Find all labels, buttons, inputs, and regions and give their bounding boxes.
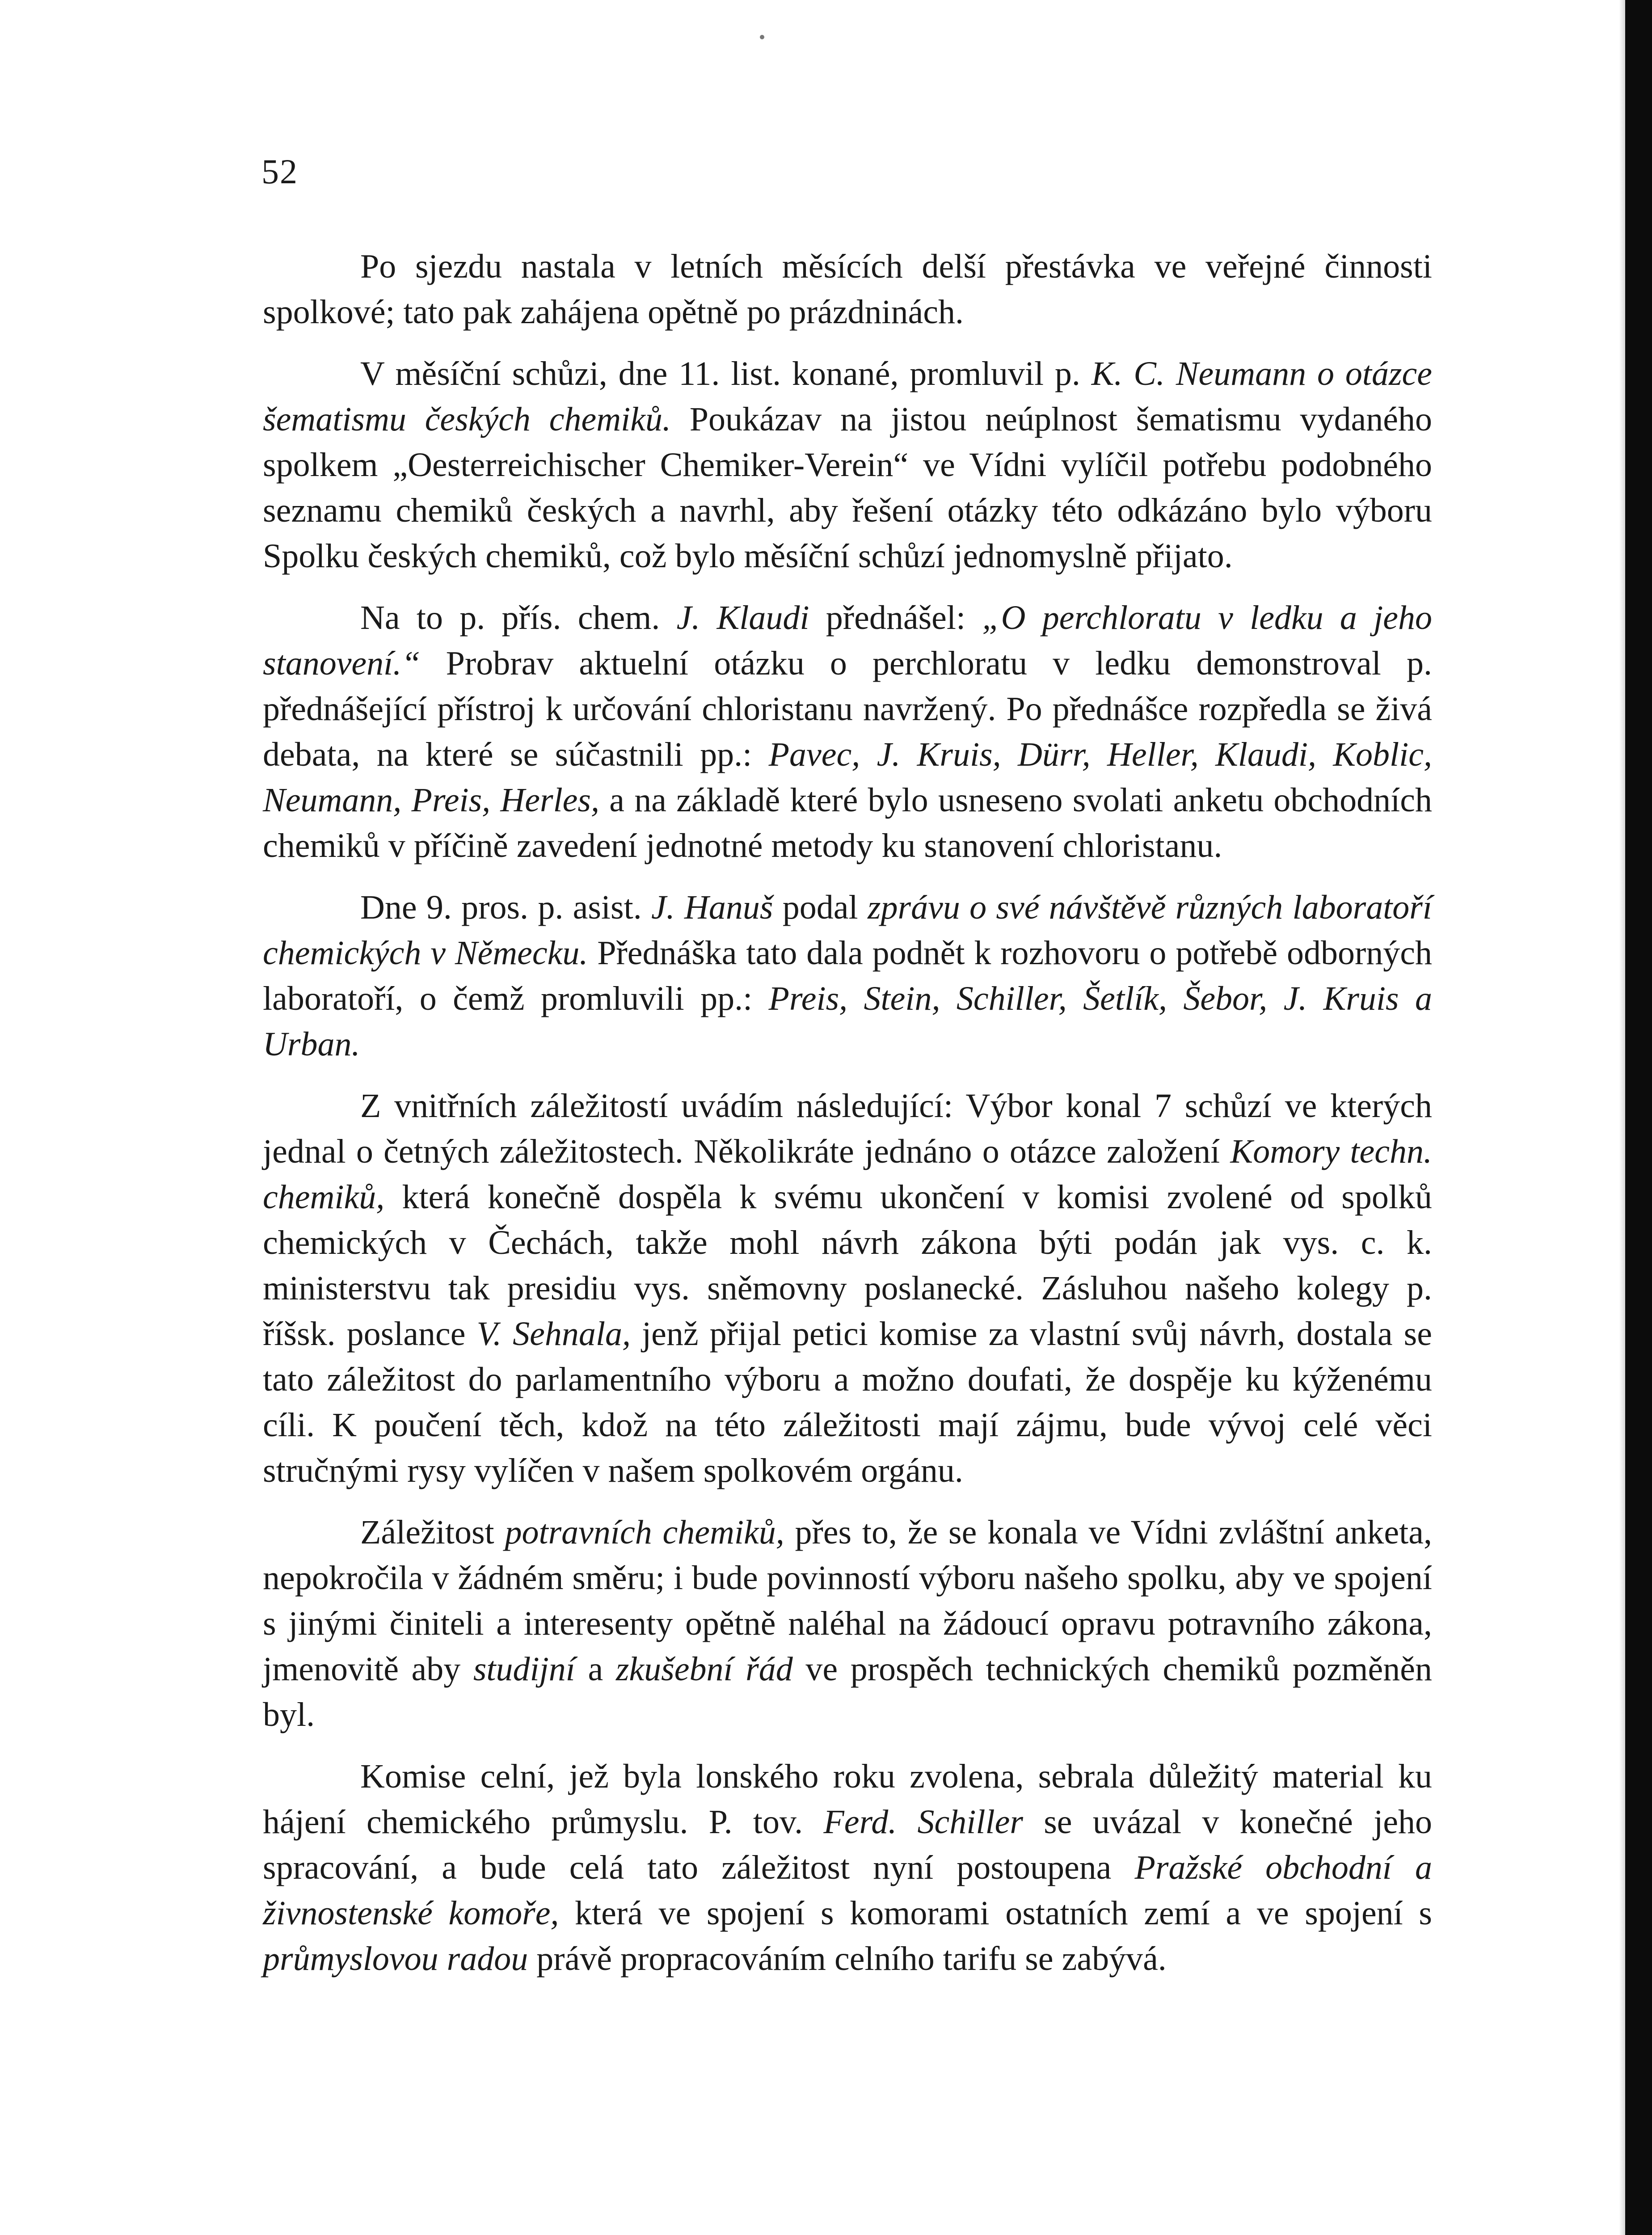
paragraph-5 [263,1083,1432,1493]
p4-text-b: podal [773,889,868,926]
p7-chamber: Pražské obchodní a živnostenské komoře, [263,1849,1432,1932]
scan-speck [760,35,764,39]
p2-text-a: V měsíční schůzi, dne 11. list. konané, promluvil p. [360,355,1092,392]
p4-lecture-title: zprávu o své návštěvě různých laboratoří chemických v Německu. [263,889,1432,972]
p3-text-b: přednášel: [809,599,982,637]
p3-text-c: Probrav aktuelní otázku o perchloratu v ledku demonstroval p. přednášející přístroj k určování chloristanu navržený. Po přednášce rozpředla se živá debata, na které se súčastnili pp.: [263,645,1432,773]
p3-text-a: Na to p. přís. chem. [360,599,677,637]
p4-participants: Preis, Stein, Schiller, Šetlík, Šebor, J. Kruis a Urban. [263,980,1432,1063]
paragraph-1 [263,244,1432,335]
p6-text-c: a [575,1650,616,1688]
paragraph-6 [263,1510,1432,1737]
p3-speaker: J. Klaudi [676,599,809,637]
p4-text-a: Dne 9. pros. p. asist. [360,889,652,926]
p5-text-b: která konečně dospěla k svému ukončení v komisi zvolené od spolků chemických v Čechách, takže mohl návrh zákona býti podán jak vys. c. k. ministerstvu tak presidiu vys. sněmovny poslanecké. Zásluhou našeho kolegy p. říšsk. poslance [263,1178,1432,1353]
p7-person: Ferd. Schiller [823,1803,1023,1841]
p7-text-a: Komise celní, jež byla lonského roku zvolena, sebrala důležitý material ku hájení chemického průmyslu. P. tov. [263,1758,1432,1841]
p1-text: Po sjezdu nastala v letních měsících delší přestávka ve veřejné činnosti spolkové; tato pak zahájena opětně po prázdninách. [263,248,1432,331]
p2-lecture-title: K. C. Neumann o otázce šematismu českých chemiků. [263,355,1432,438]
p3-lecture-title: „O perchloratu v ledku a jeho stanovení.“ [263,599,1433,682]
p3-participants: Pavec, J. Kruis, Dürr, Heller, Klaudi, Koblic, Neumann, Preis, Herles, [263,736,1433,819]
p4-text-c: Přednáška tato dala podnět k rozhovoru o potřebě odborných laboratoří, o čemž promluvili pp.: [263,934,1432,1017]
p7-council: průmyslovou radou [263,1940,528,1978]
scan-border [1625,0,1652,2235]
paragraph-3 [263,595,1432,869]
p6-study-rules: studijní [473,1650,575,1688]
p5-text-a: Z vnitřních záležitostí uvádím následující: Výbor konal 7 schůzí ve kterých jednal o četných záležitostech. Několikráte jednáno o otázce založení [263,1087,1432,1170]
p6-text-b: přes to, že se konala ve Vídni zvláštní anketa, nepokročila v žádném směru; i bude povinností výboru našeho spolku, aby ve spojení s jinými činiteli a interesenty opětně naléhal na žádoucí opravu potravního zákona, jmenovitě aby [263,1514,1432,1688]
p7-text-d: právě propracováním celního tarifu se zabývá. [528,1940,1167,1978]
paragraph-2 [263,351,1432,579]
p4-speaker: J. Hanuš [651,889,773,926]
page-edge-shadow [1619,0,1625,2235]
p7-text-b: se uvázal v konečné jeho spracování, a bude celá tato záležitost nyní postoupena [263,1803,1432,1886]
body-text [263,244,1432,1982]
p6-topic: potravních chemiků, [505,1514,784,1551]
page-number: 52 [261,152,298,191]
p7-text-c: která ve spojení s komorami ostatních zemí a ve spojení s [559,1894,1432,1932]
p6-exam-rules: zkušební řád [615,1650,793,1688]
p5-chamber-name: Komory techn. chemiků, [263,1133,1432,1216]
paragraph-4 [263,885,1432,1067]
p3-text-d: a na základě které bylo usneseno svolati anketu obchodních chemiků v příčině zavedení jednotné metody ku stanovení chloristanu. [263,781,1433,864]
p6-text-a: Záležitost [360,1514,505,1551]
p5-deputy-name: V. Sehnala, [476,1315,631,1353]
p2-text-b: Poukázav na jistou neúplnost šematismu vydaného spolkem „Oesterreichischer Chemiker-Verein“ ve Vídni vylíčil potřebu podobného seznamu chemiků českých a navrhl, aby řešení otázky této odkázáno bylo výboru Spolku českých chemiků, což bylo měsíční schůzí jednomyslně přijato. [263,401,1432,575]
p5-text-c: jenž přijal petici komise za vlastní svůj návrh, dostala se tato záležitost do parlamentního výboru a možno doufati, že dospěje ku kýženému cíli. K poučení těch, kdož na této záležitosti mají zájmu, bude vývoj celé věci stručnými rysy vylíčen v našem spolkovém orgánu. [263,1315,1432,1489]
p6-text-d: ve prospěch technických chemiků pozměněn byl. [263,1650,1433,1733]
paragraph-7 [263,1754,1432,1982]
